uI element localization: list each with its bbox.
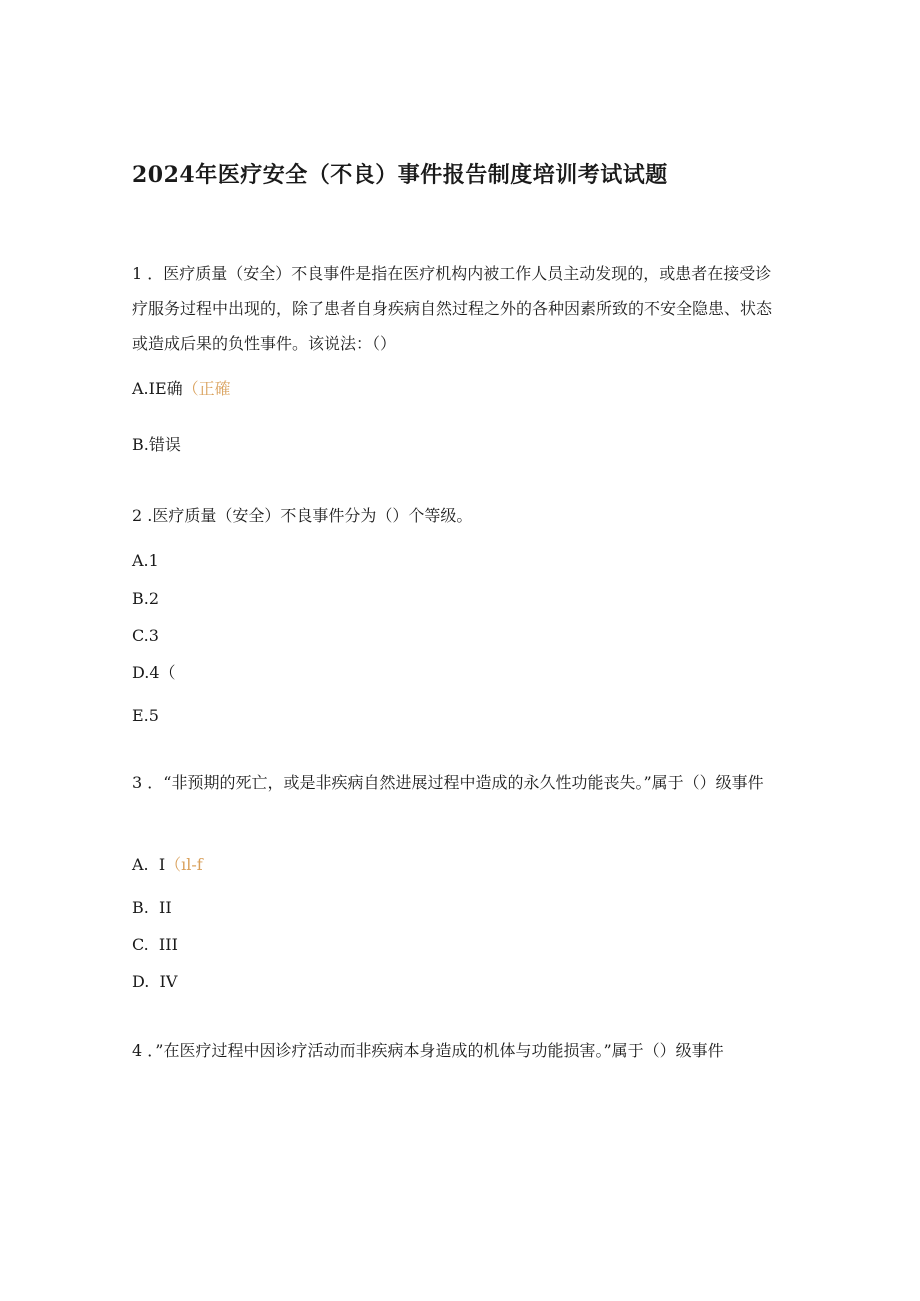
option-label: E.5 <box>132 706 159 725</box>
question-2-option-b <box>132 588 159 610</box>
question-1-text: 1 ．医疗质量（安全）不良事件是指在医疗机构内被工作人员主动发现的，或患者在接受诊疗服务过程中出现的，除了患者自身疾病自然过程之外的各种因素所致的不安全隐患、状态或造成后果的负性事件。该说法：（） <box>132 264 773 353</box>
question-2-option-d <box>132 662 176 684</box>
question-2-option-e <box>132 705 159 727</box>
option-label: B.2 <box>132 589 160 608</box>
question-2-option-a <box>132 550 159 572</box>
question-3-option-d <box>132 971 177 993</box>
page-title: 2024年医疗安全（不良）事件报告制度培训考试试题 <box>132 162 668 188</box>
option-label: D.4（ <box>132 663 176 682</box>
option-label: A. I <box>132 855 166 874</box>
option-label: C. III <box>132 935 178 954</box>
question-3-option-a <box>132 854 203 876</box>
answer-mark: （正確 <box>182 379 231 398</box>
question-3-text: 3 ．“非预期的死亡，或是非疾病自然进展过程中造成的永久性功能丧失。”属于（）级事件 <box>132 773 764 792</box>
question-3-option-b <box>132 897 172 919</box>
option-label: B. II <box>132 898 172 917</box>
option-label: C.3 <box>132 626 159 645</box>
question-4-text: 4 ．”在医疗过程中因诊疗活动而非疾病本身造成的机体与功能损害。”属于（）级事件 <box>132 1041 724 1060</box>
option-label: B.错误 <box>132 435 181 454</box>
question-1-option-a <box>132 378 231 400</box>
question-3-option-c <box>132 934 178 956</box>
option-label: A.IE确 <box>132 379 183 398</box>
question-2-text: 2 .医疗质量（安全）不良事件分为（）个等级。 <box>132 506 473 525</box>
question-1-option-b <box>132 434 181 456</box>
option-label: D. IV <box>132 972 178 991</box>
answer-mark: （ıl-f <box>165 855 203 874</box>
option-label: A.1 <box>132 551 159 570</box>
question-2-option-c <box>132 625 159 647</box>
